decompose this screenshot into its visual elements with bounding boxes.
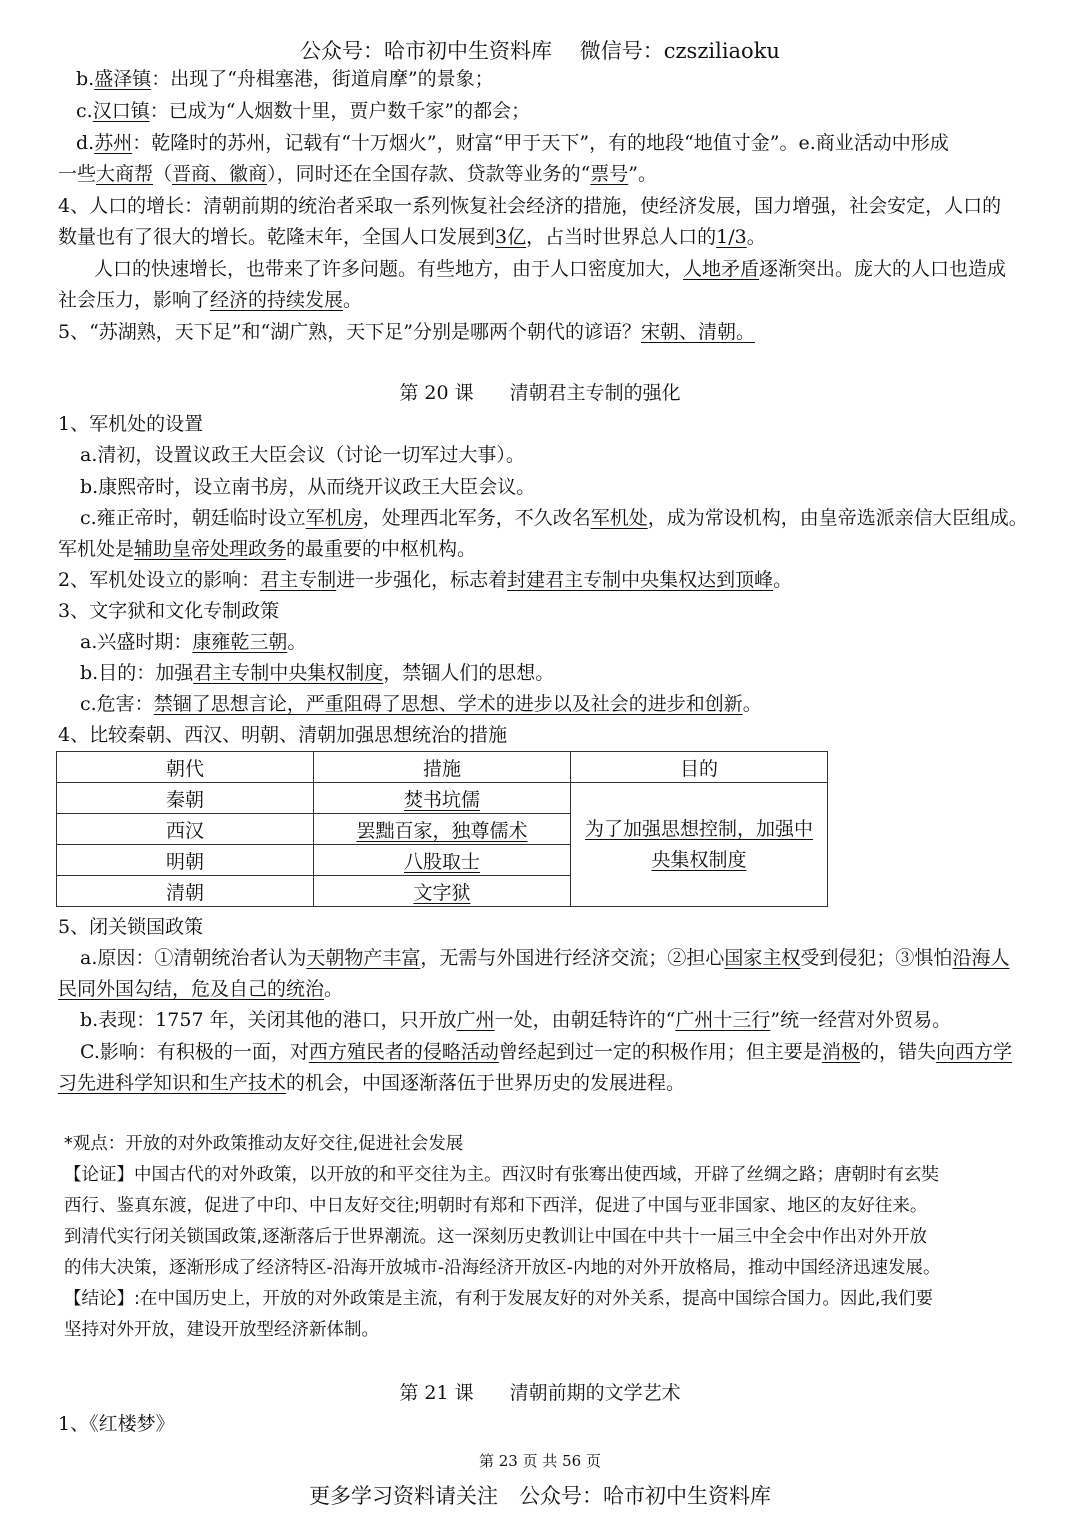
text-line: C.影响：有积极的一面，对西方殖民者的侵略活动曾经起到过一定的积极作用；但主要是消极的，错失向西方学	[80, 1041, 1012, 1063]
text-line: b.盛泽镇：出现了“舟楫塞港，街道肩摩”的景象；	[76, 68, 494, 90]
table-cell: 明朝	[57, 845, 314, 876]
text-line: 的伟大决策，逐渐形成了经济特区-沿海开放城市-沿海经济开放区-内地的对外开放格局，推动中国经济迅速发展。	[64, 1258, 941, 1278]
text-line: 5、“苏湖熟，天下足”和“湖广熟，天下足”分别是哪两个朝代的谚语？宋朝、清朝。	[58, 321, 755, 343]
text-line: 2、军机处设立的影响：君主专制进一步强化，标志着封建君主专制中央集权达到顶峰。	[58, 569, 793, 591]
text-line: 【论证】中国古代的对外政策，以开放的和平交往为主。西汉时有张骞出使西域，开辟了丝绸之路；唐朝时有玄奘	[64, 1165, 939, 1185]
text-line: 民同外国勾结，危及自己的统治。	[58, 978, 344, 1000]
table-cell: 西汉	[57, 814, 314, 845]
table-cell: 焚书坑儒	[314, 783, 571, 814]
section-heading: 1、《红楼梦》	[58, 1413, 175, 1435]
text-line: 坚持对外开放，建设开放型经济新体制。	[64, 1320, 379, 1340]
table-header-row	[57, 752, 828, 783]
text-line: c.汉口镇：已成为“人烟数十里，贾户数千家”的都会；	[76, 100, 531, 122]
table-row	[57, 783, 828, 814]
text-line: c.雍正帝时，朝廷临时设立军机房，处理西北军务，不久改名军机处，成为常设机构，由皇帝选派亲信大臣组成。	[80, 507, 1028, 529]
text-line: 军机处是辅助皇帝处理政务的最重要的中枢机构。	[58, 538, 477, 560]
text-line: a.原因：①清朝统治者认为天朝物产丰富，无需与外国进行经济交流；②担心国家主权受到侵犯；③惧怕沿海人	[80, 947, 1010, 969]
text-line: 西行、鉴真东渡，促进了中印、中日友好交往;明朝时有郑和下西洋，促进了中国与亚非国家、地区的友好往来。	[64, 1196, 928, 1216]
section-heading: 5、闭关锁国政策	[58, 916, 204, 938]
table-cell: 清朝	[57, 876, 314, 907]
lesson-heading: 第 21 课 清朝前期的文学艺术	[399, 1382, 681, 1404]
text-line: 人口的快速增长，也带来了许多问题。有些地方，由于人口密度加大，人地矛盾逐渐突出。庞大的人口也造成	[94, 258, 1007, 280]
comparison-table	[56, 751, 828, 907]
text-line: a.清初，设置议政王大臣会议（讨论一切军过大事）。	[80, 444, 525, 466]
text-line: 一些大商帮（晋商、徽商），同时还在全国存款、贷款等业务的“票号”。	[58, 163, 658, 185]
text-line: b.目的：加强君主专制中央集权制度，禁锢人们的思想。	[80, 662, 555, 684]
table-header-cell: 朝代	[57, 752, 314, 783]
page-header: 公众号：哈市初中生资料库 微信号：czsziliaoku	[300, 39, 780, 63]
text-line: d.苏州：乾隆时的苏州，记载有“十万烟火”，财富“甲于天下”，有的地段“地值寸金”。e.商业活动中形成	[76, 132, 949, 154]
table-cell: 罢黜百家，独尊儒术	[314, 814, 571, 845]
text-line: b.表现：1757 年，关闭其他的港口，只开放广州一处，由朝廷特许的“广州十三行”统一经营对外贸易。	[80, 1009, 952, 1031]
viewpoint-title: *观点：开放的对外政策推动友好交往,促进社会发展	[64, 1134, 464, 1154]
table-header-cell: 措施	[314, 752, 571, 783]
text-line: b.康熙帝时，设立南书房，从而绕开议政王大臣会议。	[80, 476, 536, 498]
table-cell: 秦朝	[57, 783, 314, 814]
page-number: 第 23 页 共 56 页	[478, 1452, 601, 1470]
table-cell-purpose: 为了加强思想控制，加强中 央集权制度	[571, 783, 828, 907]
table-cell: 八股取士	[314, 845, 571, 876]
text-line: 【结论】:在中国历史上，开放的对外政策是主流，有利于发展友好的对外关系，提高中国综合国力。因此,我们要	[64, 1289, 933, 1309]
lesson-heading: 第 20 课 清朝君主专制的强化	[399, 382, 681, 404]
table-header-cell: 目的	[571, 752, 828, 783]
text-line: 数量也有了很大的增长。乾隆末年，全国人口发展到3亿，占当时世界总人口的1/3。	[58, 226, 766, 248]
section-heading: 1、军机处的设置	[58, 413, 204, 435]
text-line: 习先进科学知识和生产技术的机会，中国逐渐落伍于世界历史的发展进程。	[58, 1072, 686, 1094]
text-line: a.兴盛时期：康雍乾三朝。	[80, 631, 307, 653]
table-cell: 文字狱	[314, 876, 571, 907]
text-line: 社会压力，影响了经济的持续发展。	[58, 289, 363, 311]
text-line: c.危害：禁锢了思想言论，严重阻碍了思想、学术的进步以及社会的进步和创新。	[80, 693, 762, 715]
text-line: 到清代实行闭关锁国政策,逐渐落后于世界潮流。这一深刻历史教训让中国在中共十一届三中全会中作出对外开放	[64, 1227, 928, 1247]
section-heading: 3、文字狱和文化专制政策	[58, 600, 280, 622]
page-footer: 更多学习资料请关注 公众号：哈市初中生资料库	[309, 1484, 771, 1508]
section-heading: 4、比较秦朝、西汉、明朝、清朝加强思想统治的措施	[58, 724, 508, 746]
text-line: 4、人口的增长：清朝前期的统治者采取一系列恢复社会经济的措施，使经济发展，国力增强，社会安定，人口的	[58, 195, 1002, 217]
